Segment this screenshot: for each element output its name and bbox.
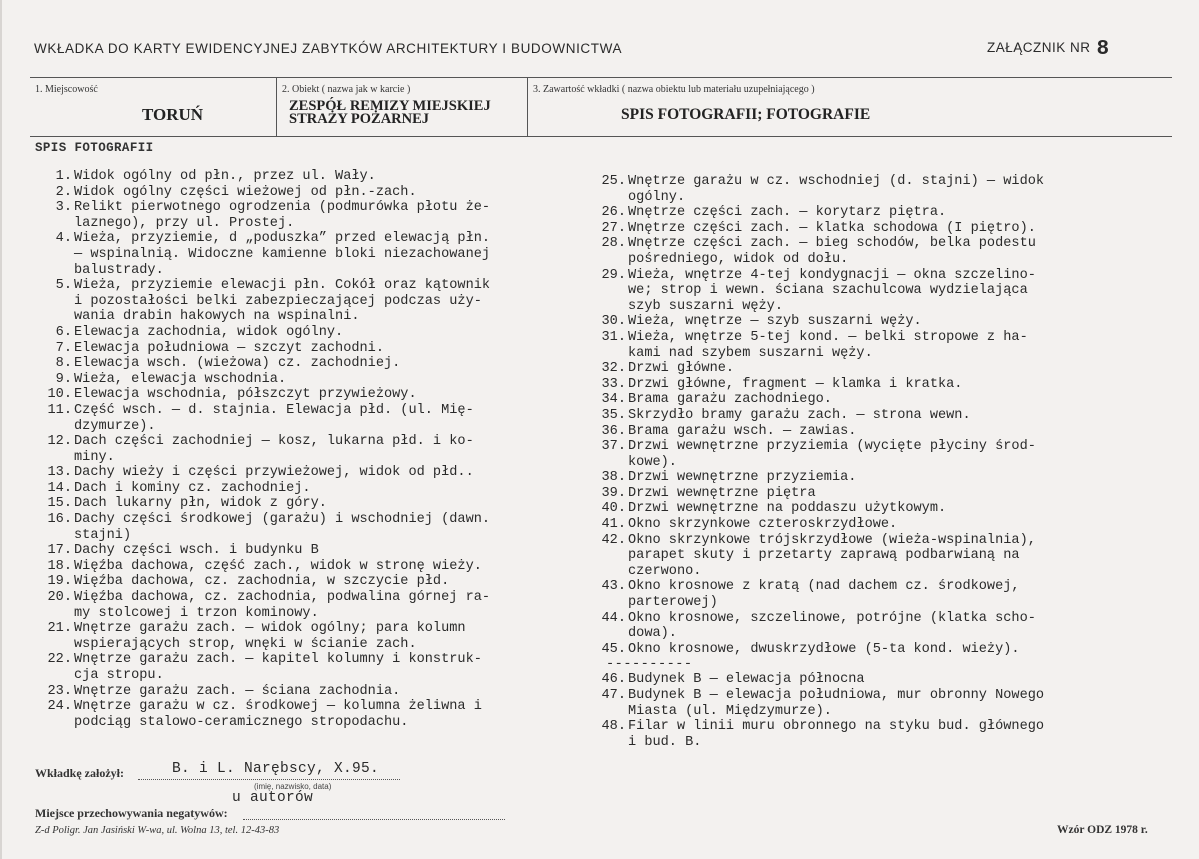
list-item — [584, 236, 1144, 267]
item-text: Widok ogólny części wieżowej od płn.-zach. — [74, 184, 417, 200]
list-item — [584, 533, 1144, 580]
item-text: Drzwi wewnętrzne przyziemia (wycięte płyciny środ- kowe). — [628, 439, 1036, 470]
item-text: Więźba dachowa, część zach., widok w stronę wieży. — [74, 558, 482, 574]
item-text: Wieża, przyziemie elewacji płn. Cokół oraz kątownik i pozostałości belki zabezpieczającej podczas uży- wania drabin hakowych na wspinalni. — [74, 278, 491, 325]
item-text: Wnętrze garażu zach. — widok ogólny; para kolumn wspierających strop, wnęki w ścianie zach. — [74, 621, 466, 652]
item-text: Drzwi wewnętrzne przyziemia. — [628, 470, 857, 486]
item-text: Drzwi główne. — [628, 361, 735, 377]
object-label: 2. Obiekt ( nazwa jak w karcie ) — [282, 84, 411, 95]
item-number: 12. — [47, 434, 72, 450]
list-item — [30, 325, 570, 341]
list-item — [584, 642, 1144, 658]
list-separator: ---------- — [606, 657, 693, 673]
item-number: 1. — [55, 169, 72, 184]
item-number: 2. — [55, 184, 72, 200]
item-text: Wnętrze części zach. — korytarz piętra. — [628, 205, 947, 221]
form-pattern: Wzór ODZ 1978 r. — [1057, 824, 1148, 836]
item-text: Więźba dachowa, cz. zachodnia, podwalina górnej ra- my stolcowej i trzon kominowy. — [74, 590, 491, 621]
item-text: Wieża, wnętrze — szyb suszarni węży. — [628, 314, 922, 330]
negatives-line — [243, 819, 505, 820]
item-text: Wnętrze garażu w cz. środkowej — kolumna żeliwna i podciąg stalowo-ceramicznego stropodachu. — [74, 699, 482, 730]
item-number: 17. — [47, 543, 72, 559]
list-item — [584, 205, 1144, 221]
item-number: 22. — [47, 652, 72, 668]
item-number: 31. — [601, 329, 626, 345]
list-item — [30, 341, 570, 357]
photo-list-left — [30, 169, 570, 730]
item-text: Budynek B — elewacja północna — [628, 672, 865, 688]
item-number: 6. — [55, 324, 72, 340]
item-text: Więźba dachowa, cz. zachodnia, w szczycie płd. — [74, 574, 450, 590]
locality-box — [30, 77, 276, 137]
list-item — [30, 169, 570, 185]
item-text: Dach lukarny płn, widok z góry. — [74, 496, 327, 512]
item-text: Wnętrze części zach. — klatka schodowa (I piętro). — [628, 220, 1036, 236]
item-text: Drzwi główne, fragment — klamka i kratka. — [628, 376, 963, 392]
item-text: Część wsch. — d. stajnia. Elewacja płd. (ul. Mię- dzymurze). — [74, 402, 474, 434]
photo-list-right — [584, 174, 1144, 750]
list-item — [30, 574, 570, 590]
list-item — [30, 481, 570, 497]
item-number: 9. — [55, 371, 72, 387]
list-item — [30, 465, 570, 481]
item-text: Elewacja południowa — szczyt zachodni. — [74, 340, 384, 356]
list-item — [584, 486, 1144, 502]
list-item — [30, 684, 570, 700]
item-text: Wieża, elewacja wschodnia. — [74, 371, 287, 387]
object-box — [276, 77, 527, 137]
appendix-number: 8 — [1096, 38, 1110, 61]
item-number: 25. — [601, 174, 626, 189]
item-number: 10. — [47, 387, 72, 403]
item-number: 3. — [55, 200, 72, 216]
list-item — [584, 424, 1144, 440]
locality-value: TORUŃ — [142, 105, 204, 124]
list-item — [30, 200, 570, 231]
item-text: Elewacja wsch. (wieżowa) cz. zachodniej. — [74, 356, 401, 372]
list-item — [584, 408, 1144, 424]
item-number: 16. — [47, 512, 72, 528]
item-number: 30. — [601, 314, 626, 330]
item-number: 15. — [47, 496, 72, 512]
negatives-value: u autorów — [232, 790, 314, 806]
list-item — [30, 699, 570, 730]
list-item — [30, 278, 570, 325]
item-text: Elewacja zachodnia, widok ogólny. — [74, 324, 344, 340]
item-text: Wieża, wnętrze 4-tej kondygnacji — okna szczelino- we; strop i wewn. ściana szachulcowa wydzielająca szyb suszarni węży. — [628, 267, 1036, 314]
item-number: 4. — [55, 231, 72, 247]
item-number: 40. — [601, 501, 626, 517]
list-item — [584, 221, 1144, 237]
item-number: 24. — [47, 699, 72, 715]
item-number: 34. — [601, 392, 626, 408]
item-number: 26. — [601, 205, 626, 221]
item-text: Brama garażu zachodniego. — [628, 392, 832, 408]
negatives-label: Miejsce przechowywania negatywów: — [35, 806, 228, 820]
list-item — [584, 268, 1144, 315]
compiled-by-line — [138, 779, 400, 780]
item-text: Wnętrze części zach. — bieg schodów, belka podestu pośredniego, widok od dołu. — [628, 236, 1036, 267]
contents-label: 3. Zawartość wkładki ( nazwa obiektu lub materiału uzupełniającego ) — [533, 84, 815, 95]
list-item — [30, 372, 570, 388]
list-item — [584, 377, 1144, 393]
photo-list-right-main — [584, 174, 1144, 657]
item-number: 39. — [601, 485, 626, 501]
list-item — [584, 174, 1144, 205]
contents-box — [527, 77, 1172, 137]
locality-label: 1. Miejscowość — [35, 84, 98, 95]
item-number: 11. — [47, 402, 72, 418]
list-item — [584, 672, 1144, 688]
item-number: 29. — [601, 267, 626, 283]
list-item — [584, 719, 1144, 750]
compiled-by-label: Wkładkę założył: — [35, 766, 124, 780]
list-item — [584, 330, 1144, 361]
item-text: Dachy części wsch. i budynku B — [74, 543, 319, 559]
item-number: 28. — [601, 236, 626, 252]
item-number: 32. — [601, 361, 626, 377]
appendix-label — [987, 36, 1110, 59]
item-number: 42. — [601, 532, 626, 548]
item-text: Dachy części środkowej (garażu) i wschodniej (dawn. stajni) — [74, 512, 491, 543]
list-item — [584, 361, 1144, 377]
item-text: Wnętrze garażu zach. — kapitel kolumny i konstruk- cja stropu. — [74, 652, 482, 683]
item-number: 48. — [601, 719, 626, 735]
item-number: 5. — [55, 278, 72, 294]
list-item — [584, 688, 1144, 719]
item-number: 27. — [601, 220, 626, 236]
list-item — [584, 611, 1144, 642]
item-number: 20. — [47, 590, 72, 606]
list-item — [30, 231, 570, 278]
item-text: Wnętrze garażu w cz. wschodniej (d. stajni) — widok ogólny. — [628, 174, 1045, 205]
list-item — [30, 403, 570, 434]
list-item — [30, 185, 570, 201]
item-number: 18. — [47, 558, 72, 574]
list-item — [584, 517, 1144, 533]
item-number: 35. — [601, 407, 626, 423]
list-item — [584, 314, 1144, 330]
list-item — [30, 652, 570, 683]
appendix-label-text: ZAŁĄCZNIK NR — [987, 40, 1091, 55]
item-text: Dach i kominy cz. zachodniej. — [74, 480, 311, 496]
item-text: Wnętrze garażu zach. — ściana zachodnia. — [74, 683, 401, 699]
form-title: WKŁADKA DO KARTY EWIDENCYJNEJ ZABYTKÓW ARCHITEKTURY I BUDOWNICTWA — [34, 41, 623, 56]
list-item — [30, 559, 570, 575]
list-item — [584, 501, 1144, 517]
compiled-by-note: (imię, nazwisko, data) — [254, 782, 332, 791]
item-number: 38. — [601, 470, 626, 486]
contents-value: SPIS FOTOGRAFII; FOTOGRAFIE — [621, 106, 871, 123]
item-text: Skrzydło bramy garażu zach. — strona wewn. — [628, 407, 971, 423]
list-item — [30, 621, 570, 652]
item-number: 43. — [601, 579, 626, 595]
item-text: Wieża, wnętrze 5-tej kond. — belki stropowe z ha- kami nad szybem suszarni węży. — [628, 329, 1028, 361]
item-text: Okno krosnowe, dwuskrzydłowe (5-ta kond. wieży). — [628, 641, 1020, 657]
section-title: SPIS FOTOGRAFII — [35, 141, 154, 155]
item-text: Widok ogólny od płn., przez ul. Wały. — [74, 169, 376, 184]
item-text: Drzwi wewnętrzne na poddaszu użytkowym. — [628, 501, 947, 517]
photo-list-right-building-b — [584, 672, 1144, 750]
item-number: 7. — [55, 340, 72, 356]
item-text: Brama garażu wsch. — zawias. — [628, 423, 857, 439]
item-text: Elewacja wschodnia, półszczyt przywieżowy. — [74, 387, 417, 403]
item-number: 36. — [601, 423, 626, 439]
list-item — [30, 512, 570, 543]
list-item — [30, 434, 570, 465]
item-number: 21. — [47, 621, 72, 637]
item-text: Dach części zachodniej — kosz, lukarna płd. i ko- miny. — [74, 434, 474, 465]
list-item — [30, 590, 570, 621]
list-item — [584, 470, 1144, 486]
item-number: 8. — [55, 356, 72, 372]
item-text: Filar w linii muru obronnego na styku bud. głównego i bud. B. — [628, 719, 1045, 750]
item-number: 19. — [47, 574, 72, 590]
list-item — [584, 392, 1144, 408]
item-number: 14. — [47, 480, 72, 496]
item-text: Wieża, przyziemie, d „poduszka” przed elewacją płn. — wspinalnią. Widoczne kamienne bloki niezachowanej balustrady. — [74, 231, 491, 278]
item-text: Relikt pierwotnego ogrodzenia (podmurówka płotu że- laznego), przy ul. Prostej. — [74, 200, 491, 231]
item-number: 41. — [601, 517, 626, 533]
list-item — [30, 543, 570, 559]
item-number: 44. — [601, 610, 626, 626]
list-item — [30, 356, 570, 372]
printer-info: Z-d Poligr. Jan Jasiński W-wa, ul. Wolna 13, tel. 12-43-83 — [35, 825, 280, 836]
list-item — [30, 387, 570, 403]
list-item — [584, 439, 1144, 470]
item-number: 23. — [47, 683, 72, 699]
item-text: Budynek B — elewacja południowa, mur obronny Nowego Miasta (ul. Międzymurze). — [628, 688, 1045, 719]
object-value: ZESPÓŁ REMIZY MIEJSKIEJ STRAŻY POŻARNEJ — [289, 98, 491, 127]
item-text: Okno krosnowe z kratą (nad dachem cz. środkowej, parterowej) — [628, 579, 1020, 611]
item-number: 37. — [601, 439, 626, 455]
item-number: 33. — [601, 376, 626, 392]
list-item — [30, 496, 570, 512]
item-text: Okno skrzynkowe trójskrzydłowe (wieża-wspinalnia), parapet skuty i przetarty zaprawą podbarwianą na czerwono. — [628, 532, 1036, 579]
list-item — [584, 579, 1144, 610]
item-text: Okno skrzynkowe czteroskrzydłowe. — [628, 517, 898, 533]
item-number: 46. — [601, 672, 626, 688]
item-text: Okno krosnowe, szczelinowe, potrójne (klatka scho- dowa). — [628, 610, 1036, 642]
item-text: Drzwi wewnętrzne piętra — [628, 485, 816, 501]
item-number: 47. — [601, 688, 626, 703]
item-number: 13. — [47, 465, 72, 481]
compiled-by-value: B. i L. Narębscy, X.95. — [172, 761, 380, 777]
item-number: 45. — [601, 641, 626, 657]
item-text: Dachy wieży i części przywieżowej, widok od płd.. — [74, 465, 474, 481]
